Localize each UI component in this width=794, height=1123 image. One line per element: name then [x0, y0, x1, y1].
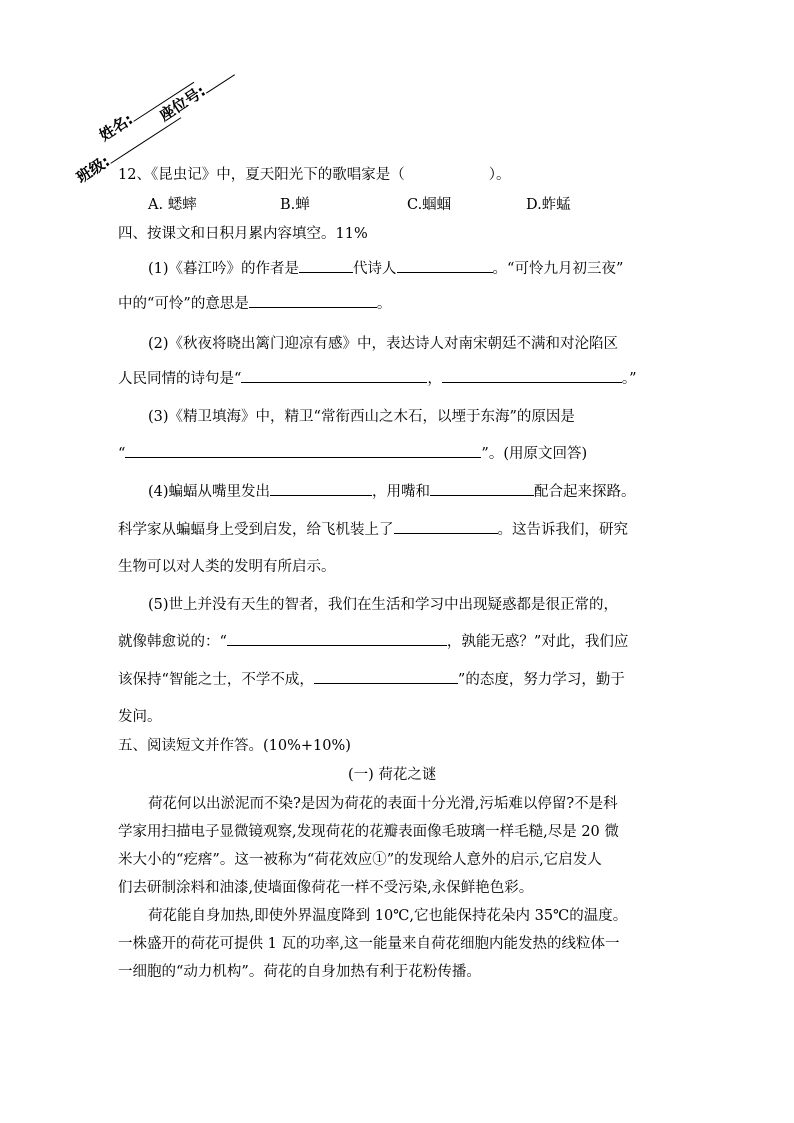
item2-text-d: 。”	[621, 371, 637, 387]
item4-blank-3[interactable]	[394, 519, 498, 534]
passage-p1-line3: 米大小的“疙瘩”。这一被称为“荷花效应①”的发现给人意外的启示,它启发人	[118, 852, 602, 868]
q12-text-end: ）。	[488, 167, 511, 183]
item4-blank-2[interactable]	[430, 481, 534, 496]
item4-text-a: (4)蝙蝠从嘴里发出	[148, 484, 271, 500]
q12-option-c: C.蝈蝈	[407, 197, 452, 213]
passage-p2-line2: 一株盛开的荷花可提供 1 瓦的功率,这一能量来自荷花细胞内能发热的线粒体一	[118, 936, 620, 952]
item1-text-e: 。	[376, 296, 392, 312]
item5-line2	[118, 630, 628, 651]
passage-p1-line4: 们去研制涂料和油漆,使墙面像荷花一样不受污染,永保鲜艳色彩。	[118, 880, 534, 896]
item2-line1: (2)《秋夜将晓出篱门迎凉有感》中，表达诗人对南宋朝廷不满和对沦陷区	[148, 336, 619, 352]
item2-text-c: ，	[427, 371, 442, 387]
item4-text-d: 科学家从蝙蝠身上受到启发，给飞机装上了	[118, 522, 394, 538]
item2-blank-2[interactable]	[442, 368, 622, 383]
item4-text-e: 。这告诉我们，研究	[497, 522, 628, 538]
item3-text-c: ”。(用原文回答)	[481, 446, 588, 462]
item1-line1	[148, 257, 623, 278]
item1-text-b: 代诗人	[353, 261, 397, 277]
item4-blank-1[interactable]	[270, 481, 372, 496]
item2-blank-1[interactable]	[241, 368, 427, 383]
item1-line2	[118, 292, 391, 313]
item4-line1	[148, 480, 636, 501]
section5-title: 五、阅读短文并作答。(10%+10%)	[118, 738, 351, 754]
item3-line1: (3)《精卫填海》中，精卫“常衔西山之木石，以堙于东海”的原因是	[148, 409, 575, 425]
q12-text: 12、《昆虫记》中，夏天阳光下的歌唱家是（	[118, 167, 405, 183]
q12-option-b: B.蝉	[280, 197, 310, 213]
passage-p2-line1: 荷花能自身加热,即使外界温度降到 10℃,它也能保持花朵内 35℃的温度。	[148, 908, 628, 924]
item5-blank-2[interactable]	[314, 669, 458, 684]
passage-p1-line2: 学家用扫描电子显微镜观察,发现荷花的花瓣表面像毛玻璃一样毛糙,尽是 20 微	[118, 824, 619, 840]
item5-line4: 发问。	[118, 709, 162, 725]
item5-line1: (5)世上并没有天生的智者，我们在生活和学习中出现疑惑都是很正常的，	[148, 597, 619, 613]
item2-line2	[118, 367, 637, 388]
q12-question	[118, 163, 510, 184]
item5-text-d: 该保持“智能之士，不学不成，	[118, 672, 314, 688]
class-label: 班级:	[73, 152, 114, 187]
item1-text-c: 。“可怜九月初三夜”	[492, 261, 624, 277]
item4-text-c: 配合起来探路。	[534, 484, 636, 500]
seat-label: 座位号:	[156, 81, 209, 125]
name-label: 姓名:	[96, 110, 137, 145]
item5-text-e: ”的态度，努力学习，勤于	[457, 672, 625, 688]
item5-text-b: 就像韩愈说的：“	[118, 634, 227, 650]
seat-blank[interactable]	[198, 63, 235, 94]
item2-text-b: 人民同情的诗句是“	[118, 371, 242, 387]
item5-blank-1[interactable]	[227, 631, 447, 646]
passage-p1-line1: 荷花何以出淤泥而不染?是因为荷花的表面十分光滑,污垢难以停留?不是科	[148, 796, 618, 812]
item3-blank[interactable]	[125, 443, 481, 458]
item1-text-a: (1)《暮江吟》的作者是	[148, 261, 300, 277]
item1-blank-meaning[interactable]	[249, 293, 377, 308]
item4-line3: 生物可以对人类的发明有所启示。	[118, 559, 336, 575]
passage-p2-line3: 一细胞的“动力机构”。荷花的自身加热有利于花粉传播。	[118, 964, 481, 980]
item5-line3	[118, 668, 625, 689]
item5-text-c: ，孰能无惑？”对此，我们应	[446, 634, 629, 650]
passage-title: (一) 荷花之谜	[348, 767, 437, 783]
item4-line2	[118, 518, 628, 539]
item1-blank-poet[interactable]	[397, 258, 493, 273]
item4-text-b: ，用嘴和	[372, 484, 431, 500]
q12-option-a: A. 蟋蟀	[148, 197, 197, 213]
section4-title: 四、按课文和日积月累内容填空。11%	[118, 226, 368, 242]
item1-text-d: 中的“可怜”的意思是	[118, 296, 249, 312]
item1-blank-dynasty[interactable]	[299, 258, 353, 273]
q12-option-d: D.蚱蜢	[526, 197, 571, 213]
item3-line2	[118, 442, 587, 463]
item3-text-b: “	[118, 446, 126, 462]
